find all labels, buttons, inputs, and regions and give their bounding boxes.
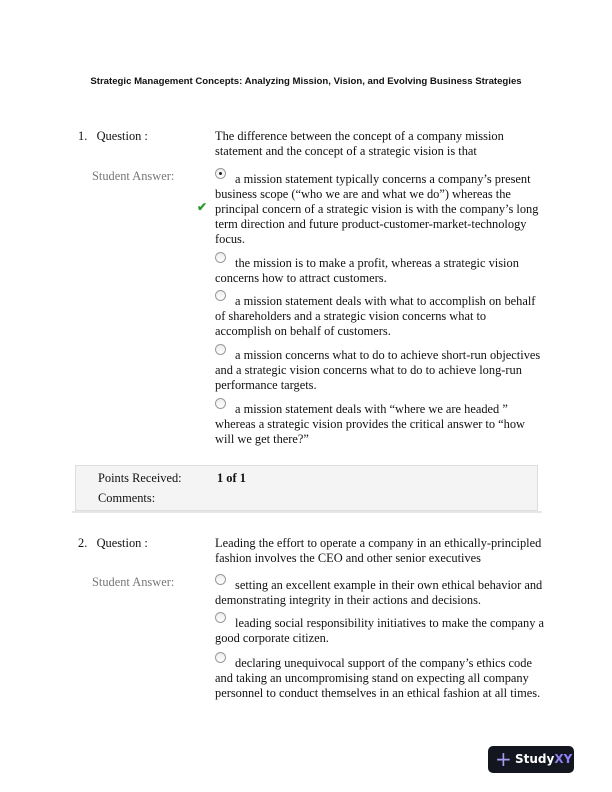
student-answer-label: Student Answer: bbox=[92, 169, 175, 183]
option-text: setting an excellent example in their own ethical behavior and demonstrating integrity in their actions and decisions. bbox=[215, 578, 543, 607]
option-text: a mission statement deals with “where we are headed ” whereas a strategic vision provides the critical answer to “how will we get there?” bbox=[215, 402, 526, 446]
radio-icon[interactable] bbox=[215, 252, 226, 263]
question-1-text: The difference between the concept of a company mission statement and the concept of a strategic vision is that bbox=[215, 129, 504, 158]
question-number: 2. bbox=[78, 536, 88, 550]
radio-icon[interactable] bbox=[215, 344, 226, 355]
answer-option[interactable] bbox=[215, 294, 545, 339]
radio-icon[interactable] bbox=[215, 652, 226, 663]
option-text: a mission statement deals with what to accomplish on behalf of shareholders and a strategic vision concerns what to accomplish on behalf of customers. bbox=[215, 294, 536, 338]
option-text: a mission statement typically concerns a company’s present business scope (“who we are and what we do”) whereas the principal concern of a strategic vision is with the company’s long term direction and future product-customer-market-technology focus. bbox=[215, 172, 539, 246]
option-text: the mission is to make a profit, whereas a strategic vision concerns how to attract customers. bbox=[215, 256, 519, 285]
studyxy-logo bbox=[488, 746, 574, 773]
answer-option[interactable] bbox=[215, 656, 545, 701]
divider bbox=[72, 511, 542, 513]
option-text: leading social responsibility initiatives to make the company a good corporate citizen. bbox=[215, 616, 545, 645]
plus-icon: + bbox=[495, 747, 512, 771]
radio-icon[interactable] bbox=[215, 398, 226, 409]
points-label: Points Received: bbox=[98, 471, 182, 485]
question-number: 1. bbox=[78, 129, 88, 143]
radio-icon[interactable] bbox=[215, 574, 226, 585]
question-2-label bbox=[78, 536, 148, 551]
logo-text: Study bbox=[515, 752, 555, 766]
logo-accent: XY bbox=[554, 752, 573, 766]
answer-option[interactable] bbox=[215, 348, 545, 393]
option-text: a mission concerns what to do to achieve short-run objectives and a strategic vision concerns what to do to achieve long-run performance targets. bbox=[215, 348, 541, 392]
radio-selected-icon[interactable] bbox=[215, 168, 226, 179]
question-1-label bbox=[78, 129, 148, 144]
points-value: 1 of 1 bbox=[217, 471, 246, 485]
question-label: Question : bbox=[96, 536, 148, 550]
answer-option[interactable] bbox=[215, 402, 545, 447]
radio-icon[interactable] bbox=[215, 612, 226, 623]
comments-label: Comments: bbox=[98, 491, 156, 505]
option-text: declaring unequivocal support of the company’s ethics code and taking an uncompromising stand on expecting all company personnel to conduct themselves in an ethical fashion at all times. bbox=[215, 656, 541, 700]
points-box bbox=[75, 465, 538, 511]
answer-option[interactable] bbox=[215, 256, 545, 286]
student-answer-label: Student Answer: bbox=[92, 575, 175, 589]
check-icon: ✔ bbox=[197, 200, 208, 214]
radio-icon[interactable] bbox=[215, 290, 226, 301]
question-label: Question : bbox=[96, 129, 148, 143]
question-2-text: Leading the effort to operate a company in an ethically-principled fashion involves the CEO and other senior executives bbox=[215, 536, 542, 565]
answer-option[interactable] bbox=[215, 616, 545, 646]
answer-option[interactable] bbox=[215, 172, 545, 247]
answer-option[interactable] bbox=[215, 578, 545, 608]
page-title: Strategic Management Concepts: Analyzing Mission, Vision, and Evolving Business Strategies bbox=[90, 76, 522, 87]
